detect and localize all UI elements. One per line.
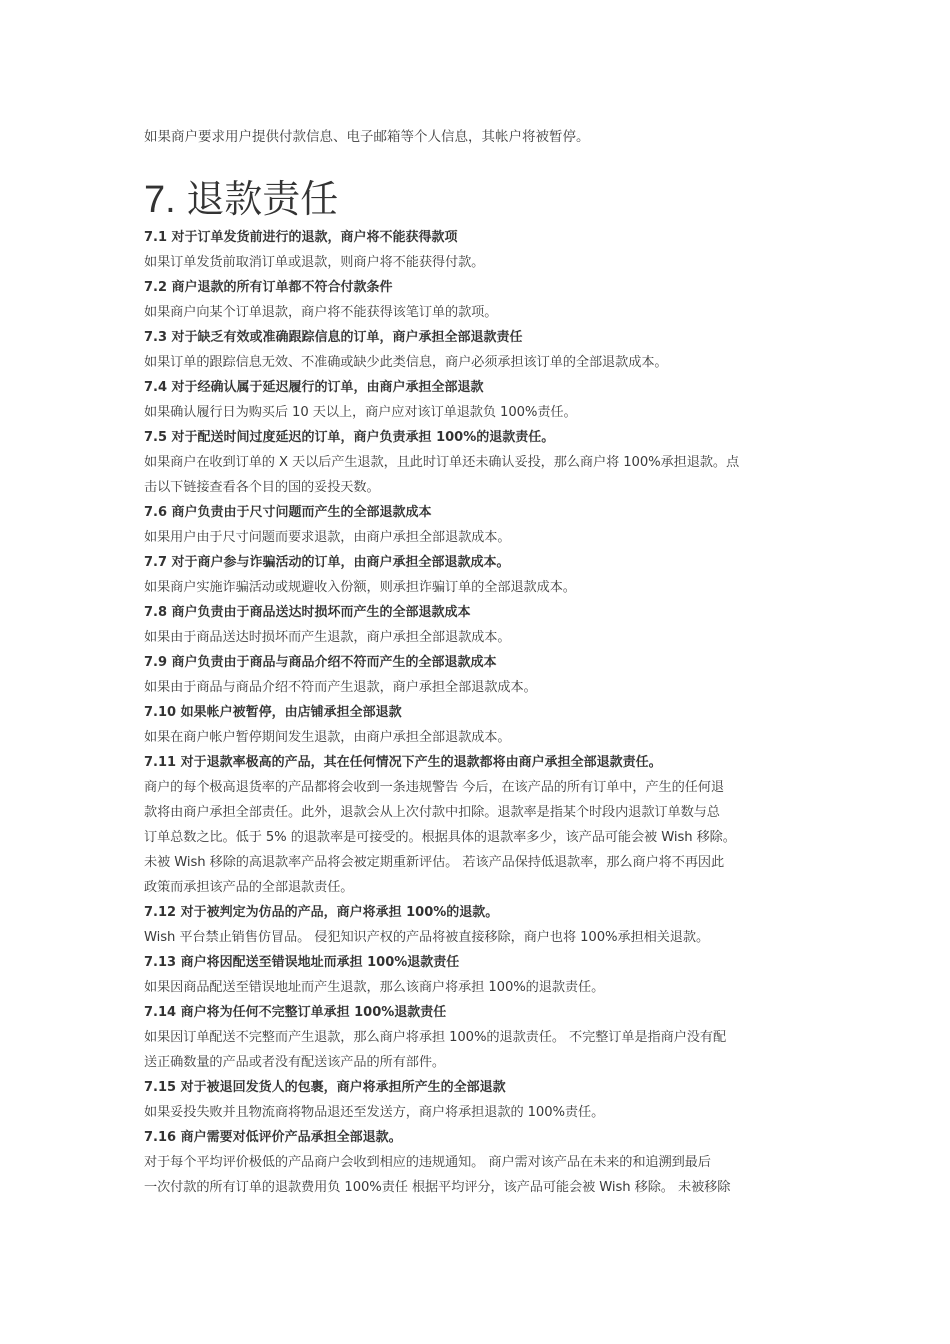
policy-body-line: 如果订单发货前取消订单或退款，则商户将不能获得付款。: [144, 255, 485, 270]
policy-body-line: 一次付款的所有订单的退款费用负 100%责任 根据平均评分，该产品可能会被 Wish 移除。 未被移除: [144, 1180, 731, 1195]
policy-heading: 7.12 对于被判定为仿品的产品，商户将承担 100%的退款。: [144, 905, 499, 920]
policy-body-line: 送正确数量的产品或者没有配送该产品的所有部件。: [144, 1055, 446, 1070]
policy-heading: 7.1 对于订单发货前进行的退款，商户将不能获得款项: [144, 230, 458, 245]
policy-heading: 7.4 对于经确认属于延迟履行的订单，由商户承担全部退款: [144, 380, 484, 395]
policy-body: [144, 975, 808, 1000]
policy-body-line: 如果商户在收到订单的 X 天以后产生退款，且此时订单还未确认妥投，那么商户将 100%承担退款。点: [144, 455, 740, 470]
policy-body-line: 如果由于商品送达时损坏而产生退款，商户承担全部退款成本。: [144, 630, 511, 645]
policy-body-line: 订单总数之比。低于 5% 的退款率是可接受的。根据具体的退款率多少，该产品可能会被 Wish 移除。: [144, 830, 736, 845]
policy-body: [144, 925, 808, 950]
intro-paragraph: 如果商户要求用户提供付款信息、电子邮箱等个人信息，其帐户将被暂停。: [144, 129, 590, 145]
policy-body-line: 如果在商户帐户暂停期间发生退款，由商户承担全部退款成本。: [144, 730, 511, 745]
policy-body: [144, 625, 808, 650]
policy-body: [144, 1150, 808, 1200]
policy-heading: 7.7 对于商户参与诈骗活动的订单，由商户承担全部退款成本。: [144, 555, 510, 570]
policy-body-line: 未被 Wish 移除的高退款率产品将会被定期重新评估。 若该产品保持低退款率，那么商户将不再因此: [144, 855, 725, 870]
policy-body-line: 如果商户实施诈骗活动或规避收入份额，则承担诈骗订单的全部退款成本。: [144, 580, 576, 595]
policy-body: [144, 450, 808, 500]
policy-body-line: 商户的每个极高退货率的产品都将会收到一条违规警告 今后，在该产品的所有订单中，产生的任何退: [144, 780, 724, 795]
policy-body: [144, 1025, 808, 1075]
policy-heading: 7.10 如果帐户被暂停，由店铺承担全部退款: [144, 705, 402, 720]
policy-heading: 7.14 商户将为任何不完整订单承担 100%退款责任: [144, 1005, 447, 1020]
policy-body: [144, 775, 808, 900]
policy-heading: 7.3 对于缺乏有效或准确跟踪信息的订单，商户承担全部退款责任: [144, 330, 523, 345]
policy-body-line: 如果因订单配送不完整而产生退款，那么商户将承担 100%的退款责任。 不完整订单是指商户没有配: [144, 1030, 727, 1045]
policy-heading: 7.16 商户需要对低评价产品承担全部退款。: [144, 1130, 402, 1145]
policy-heading: 7.2 商户退款的所有订单都不符合付款条件: [144, 280, 393, 295]
policy-body-line: 如果订单的跟踪信息无效、不准确或缺少此类信息，商户必须承担该订单的全部退款成本。: [144, 355, 668, 370]
policy-heading: 7.8 商户负责由于商品送达时损坏而产生的全部退款成本: [144, 605, 471, 620]
policy-body: [144, 300, 808, 325]
policy-body-line: 如果妥投失败并且物流商将物品退还至发送方，商户将承担退款的 100%责任。: [144, 1105, 605, 1120]
policy-body: [144, 575, 808, 600]
policy-body: [144, 400, 808, 425]
policy-body: [144, 675, 808, 700]
policy-body: [144, 725, 808, 750]
policy-body: [144, 250, 808, 275]
policy-body-line: 如果确认履行日为购买后 10 天以上，商户应对该订单退款负 100%责任。: [144, 405, 577, 420]
policy-heading: 7.13 商户将因配送至错误地址而承担 100%退款责任: [144, 955, 460, 970]
policy-body-line: 如果商户向某个订单退款，商户将不能获得该笔订单的款项。: [144, 305, 498, 320]
policy-body-line: 如果因商品配送至错误地址而产生退款，那么该商户将承担 100%的退款责任。: [144, 980, 605, 995]
policy-heading: 7.11 对于退款率极高的产品，其在任何情况下产生的退款都将由商户承担全部退款责任。: [144, 755, 662, 770]
policy-heading: 7.6 商户负责由于尺寸问题而产生的全部退款成本: [144, 505, 432, 520]
policy-body-line: 如果由于商品与商品介绍不符而产生退款，商户承担全部退款成本。: [144, 680, 537, 695]
policy-body-line: Wish 平台禁止销售仿冒品。 侵犯知识产权的产品将被直接移除，商户也将 100%承担相关退款。: [144, 930, 710, 945]
policy-body-line: 政策而承担该产品的全部退款责任。: [144, 880, 354, 895]
policy-body: [144, 1100, 808, 1125]
policy-body: [144, 525, 808, 550]
policy-body-line: 击以下链接查看各个目的国的妥投天数。: [144, 480, 380, 495]
policy-heading: 7.9 商户负责由于商品与商品介绍不符而产生的全部退款成本: [144, 655, 497, 670]
refund-policy-list: [144, 225, 808, 1200]
policy-heading: 7.15 对于被退回发货人的包裹，商户将承担所产生的全部退款: [144, 1080, 506, 1095]
policy-body-line: 如果用户由于尺寸问题而要求退款，由商户承担全部退款成本。: [144, 530, 511, 545]
section-title: 7. 退款责任: [144, 179, 339, 221]
policy-heading: 7.5 对于配送时间过度延迟的订单，商户负责承担 100%的退款责任。: [144, 430, 555, 445]
policy-body: [144, 350, 808, 375]
policy-body-line: 对于每个平均评价极低的产品商户会收到相应的违规通知。 商户需对该产品在未来的和追溯到最后: [144, 1155, 711, 1170]
policy-body-line: 款将由商户承担全部责任。此外，退款会从上次付款中扣除。退款率是指某个时段内退款订单数与总: [144, 805, 720, 820]
